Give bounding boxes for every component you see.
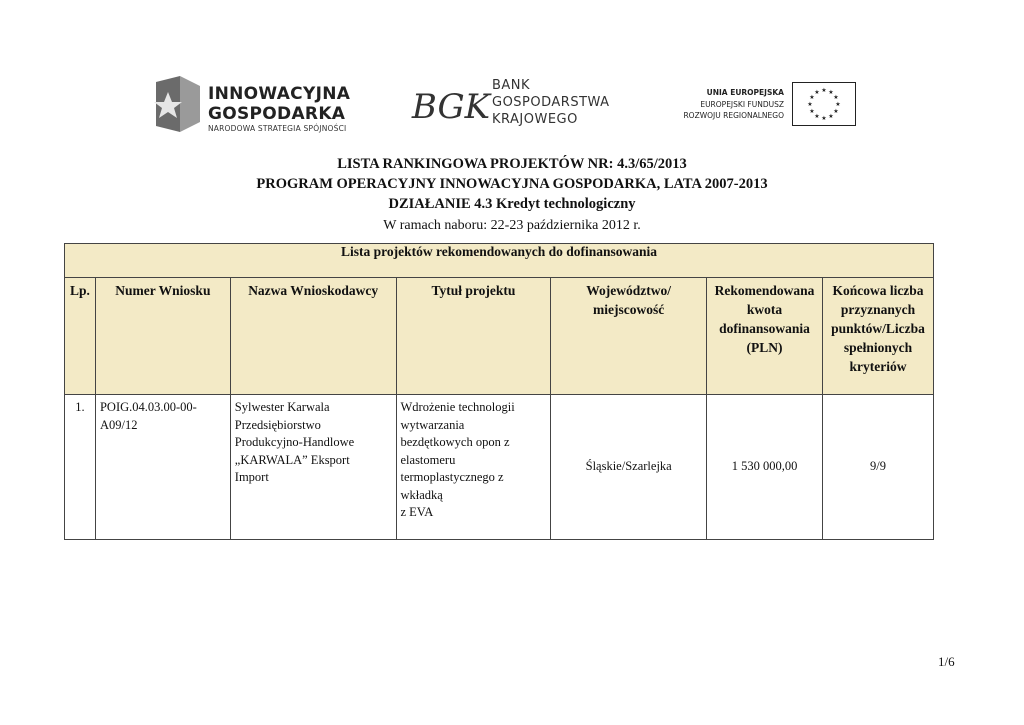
eu-unia-text: UNIA EUROPEJSKA	[706, 88, 784, 97]
ranking-table	[64, 243, 934, 540]
bgk-bank-text: BANK	[492, 78, 531, 93]
col-header-kwota-line: (PLN)	[746, 340, 783, 355]
eu-logo	[676, 82, 856, 128]
heading-line-2: PROGRAM OPERACYJNY INNOWACYJNA GOSPODARKA, LATA 2007-2013	[256, 176, 768, 192]
col-header-woj-line: Województwo/	[586, 283, 672, 298]
eu-flag-icon	[792, 82, 856, 126]
col-header-lp: Lp.	[65, 278, 96, 395]
cell-tytul-line: wkładką	[400, 487, 443, 502]
cell-tytul-line: Wdrożenie technologii	[400, 400, 515, 414]
col-header-kwota-line: Rekomendowana	[714, 283, 815, 298]
svg-text:★: ★	[833, 108, 839, 115]
col-header-nazwa: Nazwa Wnioskodawcy	[230, 278, 396, 395]
heading-line-3: DZIAŁANIE 4.3 Kredyt technologiczny	[388, 196, 636, 212]
bgk-monogram-icon	[411, 82, 491, 128]
nabor-text: W ramach naboru: 22-23 października 2012 r.	[383, 218, 641, 233]
bgk-logo	[411, 76, 620, 136]
cell-kwota: 1 530 000,00	[707, 395, 823, 540]
svg-text:★: ★	[814, 113, 820, 120]
cell-punkty: 9/9	[823, 395, 934, 540]
strategia-text: NARODOWA STRATEGIA SPÓJNOŚCI	[208, 124, 347, 133]
svg-text:★: ★	[821, 87, 827, 94]
svg-text:★: ★	[833, 94, 839, 101]
cell-lp: 1.	[65, 395, 96, 540]
svg-text:★: ★	[807, 101, 813, 108]
cell-tytul-line: elastomeru	[400, 452, 456, 467]
innowacyjna-text: INNOWACYJNA	[208, 84, 351, 104]
cell-numer-line: A09/12	[99, 417, 138, 432]
col-header-woj-line: miejscowość	[593, 302, 665, 317]
logo-bar	[150, 70, 870, 140]
svg-text:★: ★	[814, 89, 820, 96]
innowacyjna-gospodarka-logo	[150, 70, 360, 138]
cell-nazwa-line: Produkcyjno-Handlowe	[234, 435, 355, 449]
cell-numer-line: POIG.04.03.00-00-	[99, 400, 197, 414]
col-header-pkt-line: kryteriów	[849, 359, 907, 374]
heading-line-1: LISTA RANKINGOWA PROJEKTÓW NR: 4.3/65/2013	[337, 156, 687, 172]
col-header-kwota	[707, 278, 823, 395]
col-header-wojewodztwo	[551, 278, 707, 395]
cell-tytul-line: wytwarzania	[400, 417, 465, 432]
col-header-kwota-line: kwota	[746, 302, 783, 317]
document-heading	[0, 154, 1024, 214]
cell-tytul	[396, 395, 551, 540]
cell-tytul-line: termoplastycznego z	[400, 470, 504, 484]
gospodarka-text: GOSPODARKA	[208, 104, 346, 124]
table-caption-text: Lista projektów rekomendowanych do dofinansowania	[340, 244, 658, 259]
col-header-punkty	[823, 278, 934, 395]
cell-numer	[95, 395, 230, 540]
bgk-gospodarstwa-text: GOSPODARSTWA	[492, 95, 610, 110]
table-caption	[65, 244, 934, 278]
col-header-pkt-line: spełnionych	[843, 340, 913, 355]
cell-nazwa-line: Sylwester Karwala	[234, 400, 330, 414]
cell-nazwa-line: Przedsiębiorstwo	[234, 417, 321, 432]
col-header-pkt-line: punktów/Liczba	[831, 321, 925, 336]
svg-text:★: ★	[821, 115, 827, 122]
col-header-pkt-line: przyznanych	[840, 302, 916, 317]
eu-rozwoju-text: ROZWOJU REGIONALNEGO	[683, 111, 784, 120]
svg-text:★: ★	[835, 101, 841, 108]
cell-nazwa-line: Import	[234, 470, 269, 484]
cell-nazwa	[230, 395, 396, 540]
eu-fundusz-text: EUROPEJSKI FUNDUSZ	[700, 100, 784, 109]
col-header-kwota-line: dofinansowania	[719, 321, 810, 336]
cell-wojewodztwo: Śląskie/Szarlejka	[551, 395, 707, 540]
table-header-row	[65, 278, 934, 395]
svg-text:★: ★	[809, 108, 815, 115]
innowacyjna-gospodarka-emblem-icon	[154, 72, 202, 136]
cell-nazwa-line: „KARWALA” Eksport	[234, 452, 350, 467]
svg-text:★: ★	[809, 94, 815, 101]
svg-text:BGK: BGK	[411, 87, 491, 127]
cell-tytul-line: bezdętkowych opon z	[400, 435, 510, 449]
cell-tytul-line: z EVA	[400, 505, 434, 519]
page-number: 1/6	[938, 654, 955, 669]
svg-text:★: ★	[828, 113, 834, 120]
svg-text:★: ★	[828, 89, 834, 96]
col-header-pkt-line: Końcowa liczba	[832, 283, 924, 298]
col-header-numer: Numer Wniosku	[95, 278, 230, 395]
col-header-tytul: Tytuł projektu	[396, 278, 551, 395]
table-row	[65, 395, 934, 540]
bgk-krajowego-text: KRAJOWEGO	[492, 112, 578, 127]
